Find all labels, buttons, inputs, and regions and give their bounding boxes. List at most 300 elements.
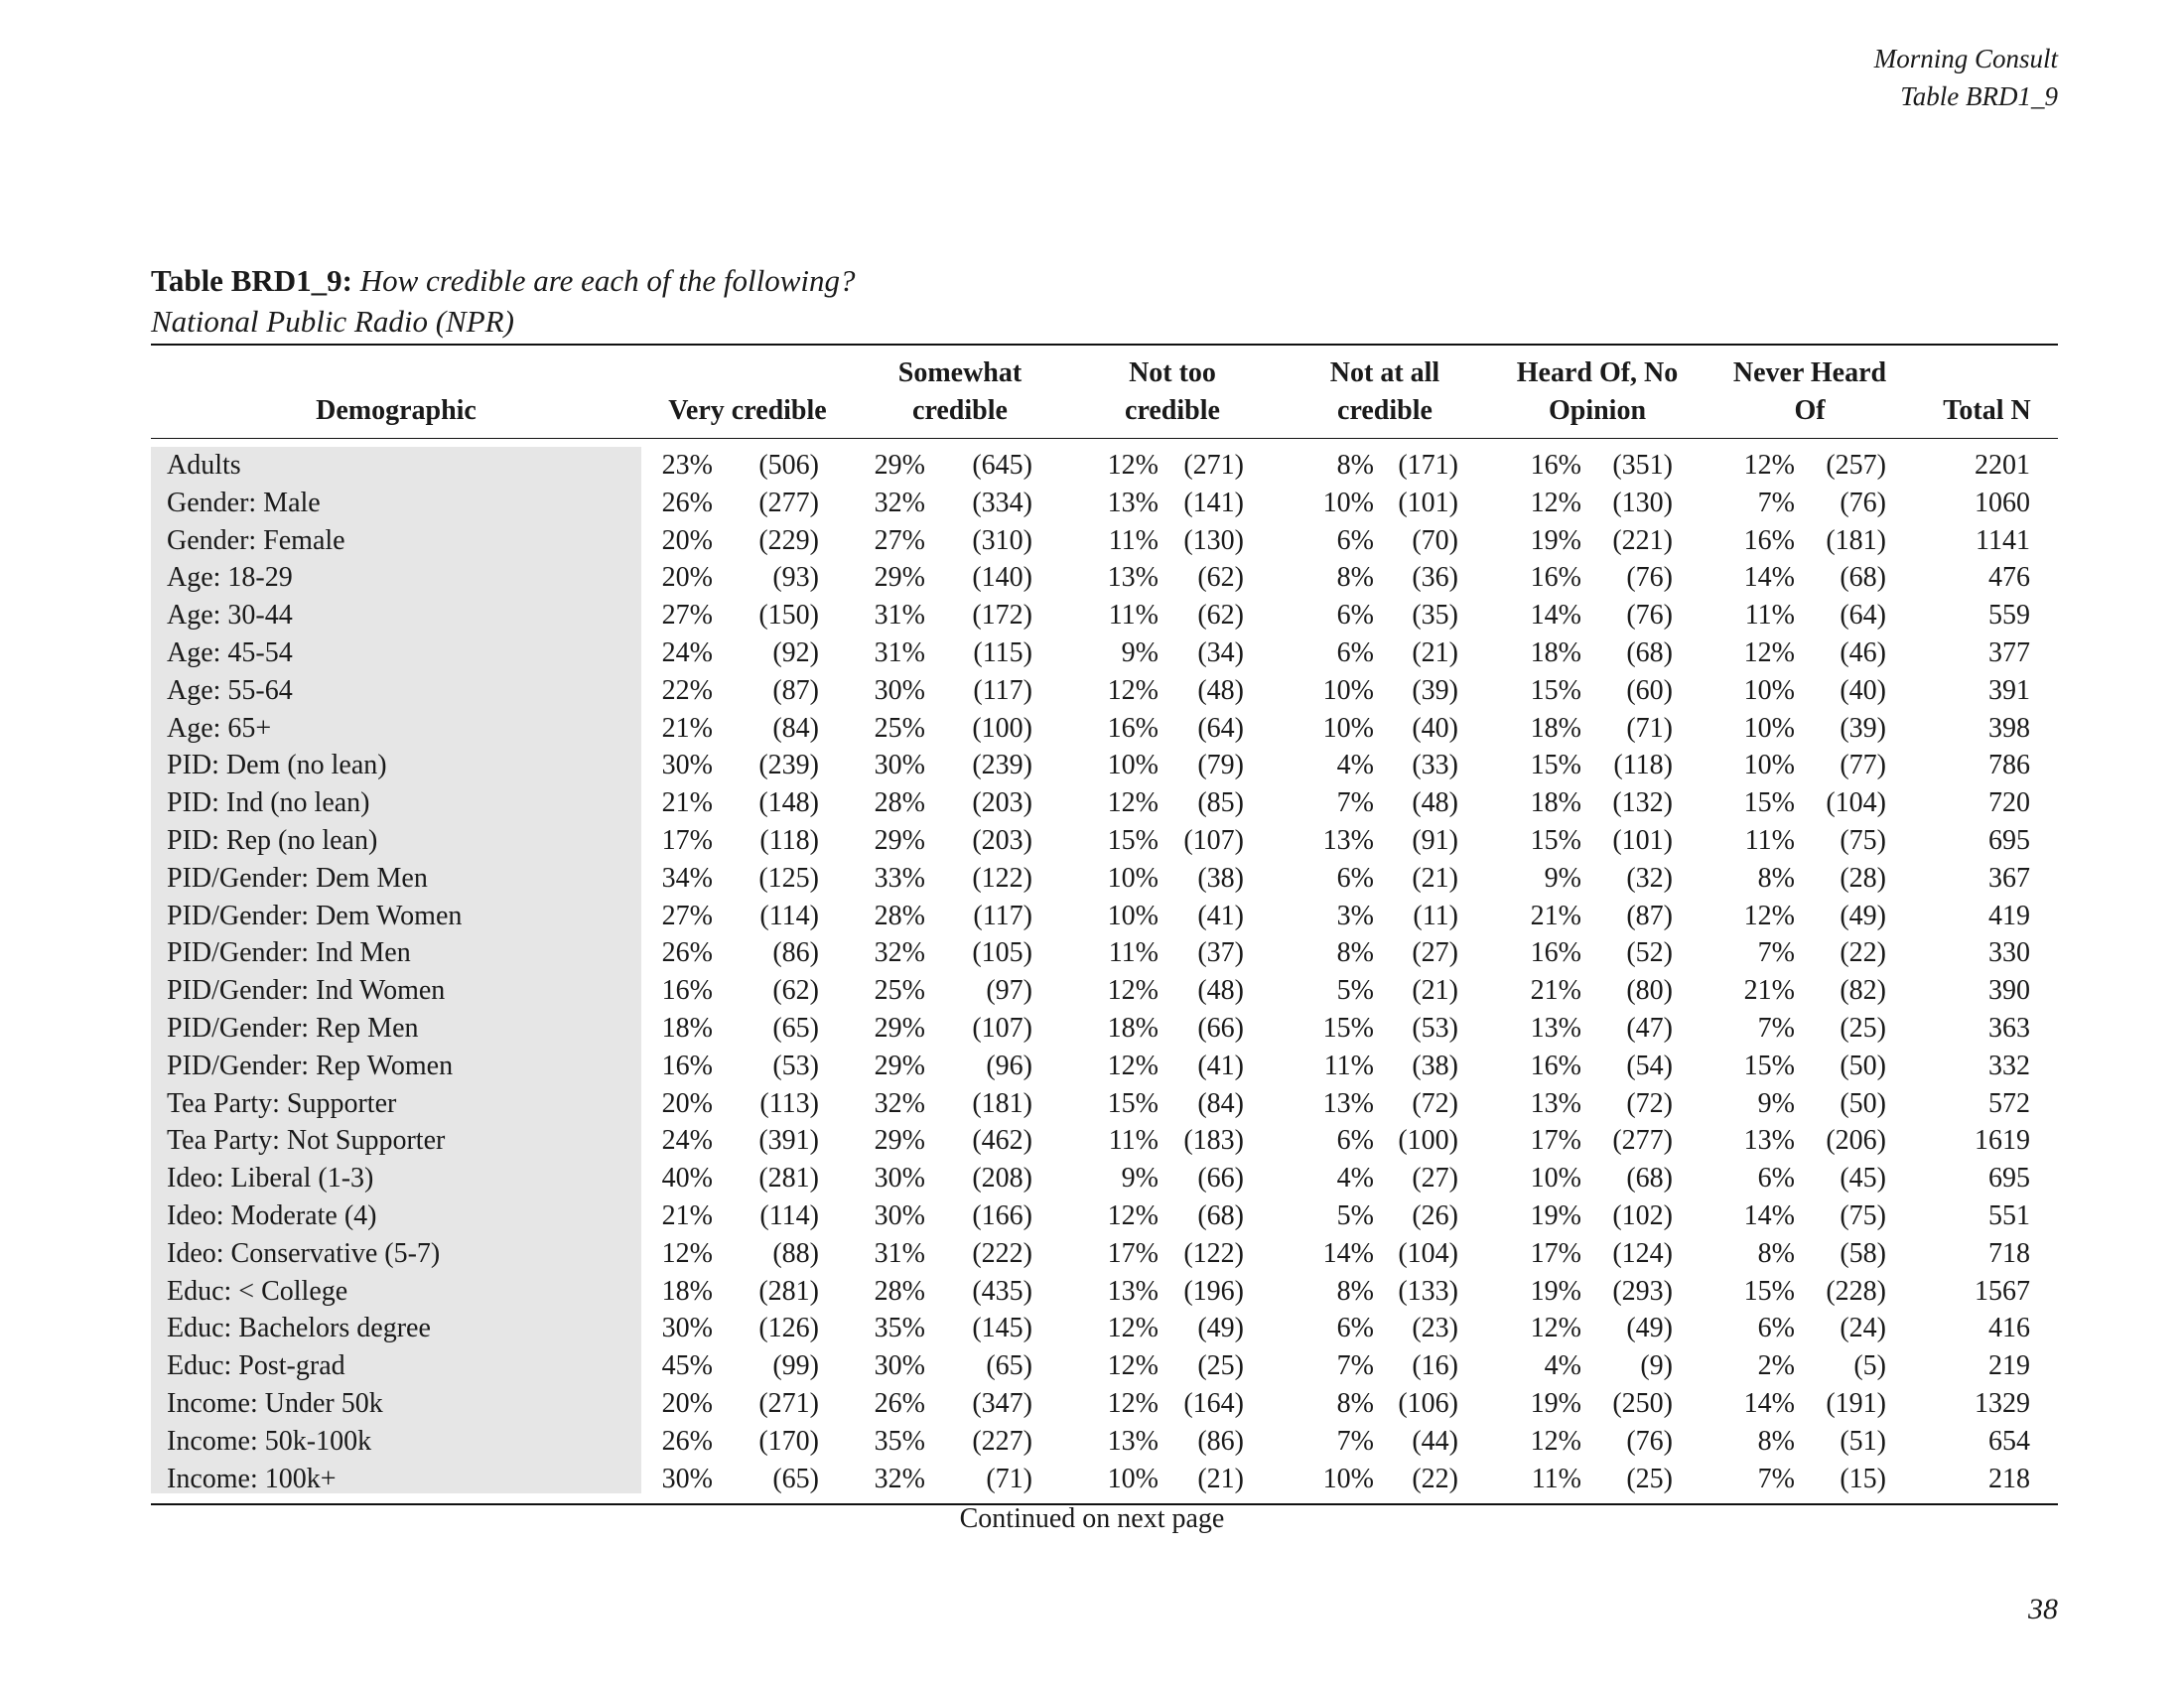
somewhat-credible-percent: 30%	[874, 1163, 925, 1195]
table-row	[151, 860, 2058, 898]
not-too-credible-percent: 9%	[1121, 1163, 1159, 1195]
not-too-credible-count: (85)	[1197, 787, 1244, 819]
very-credible-count: (506)	[758, 450, 819, 481]
not-at-all-credible-percent: 8%	[1336, 1387, 1374, 1419]
not-too-credible-count: (25)	[1197, 1350, 1244, 1382]
row-label: Age: 55-64	[167, 674, 293, 706]
heard-of-no-opinion-percent: 12%	[1530, 1425, 1581, 1457]
somewhat-credible-percent: 27%	[874, 524, 925, 556]
somewhat-credible-count: (645)	[972, 450, 1032, 481]
heard-of-no-opinion-percent: 16%	[1530, 1050, 1581, 1081]
very-credible-count: (53)	[772, 1050, 819, 1081]
never-heard-of-percent: 14%	[1743, 1387, 1795, 1419]
row-label: PID/Gender: Ind Men	[167, 937, 411, 969]
heard-of-no-opinion-count: (25)	[1626, 1463, 1673, 1494]
not-too-credible-count: (86)	[1197, 1425, 1244, 1457]
somewhat-credible-percent: 32%	[874, 487, 925, 518]
total-n-value: 720	[1988, 787, 2030, 819]
heard-of-no-opinion-count: (250)	[1612, 1387, 1673, 1419]
very-credible-percent: 26%	[661, 1425, 713, 1457]
row-label: Educ: Bachelors degree	[167, 1313, 431, 1344]
total-n-value: 377	[1988, 636, 2030, 668]
very-credible-percent: 30%	[661, 750, 713, 781]
table-row	[151, 934, 2058, 972]
heard-of-no-opinion-count: (72)	[1626, 1087, 1673, 1119]
not-at-all-credible-percent: 7%	[1336, 1425, 1374, 1457]
not-at-all-credible-count: (21)	[1412, 636, 1458, 668]
table-row	[151, 1461, 2058, 1498]
somewhat-credible-percent: 29%	[874, 1125, 925, 1157]
not-at-all-credible-count: (40)	[1412, 712, 1458, 744]
table-row	[151, 522, 2058, 560]
never-heard-of-count: (58)	[1840, 1237, 1886, 1269]
not-too-credible-count: (79)	[1197, 750, 1244, 781]
not-at-all-credible-percent: 6%	[1336, 524, 1374, 556]
very-credible-count: (391)	[758, 1125, 819, 1157]
heard-of-no-opinion-percent: 15%	[1530, 674, 1581, 706]
very-credible-percent: 16%	[661, 975, 713, 1007]
very-credible-percent: 22%	[661, 674, 713, 706]
total-n-value: 363	[1988, 1012, 2030, 1044]
not-at-all-credible-percent: 4%	[1336, 750, 1374, 781]
row-label: Ideo: Liberal (1-3)	[167, 1163, 374, 1195]
not-at-all-credible-percent: 8%	[1336, 937, 1374, 969]
very-credible-percent: 21%	[661, 787, 713, 819]
somewhat-credible-count: (117)	[973, 674, 1032, 706]
very-credible-count: (229)	[758, 524, 819, 556]
very-credible-percent: 20%	[661, 1087, 713, 1119]
heard-of-no-opinion-percent: 18%	[1530, 787, 1581, 819]
table-row	[151, 1273, 2058, 1311]
table-row	[151, 1122, 2058, 1160]
somewhat-credible-percent: 32%	[874, 1087, 925, 1119]
total-n-value: 367	[1988, 862, 2030, 894]
never-heard-of-percent: 10%	[1743, 712, 1795, 744]
heard-of-no-opinion-count: (221)	[1612, 524, 1673, 556]
somewhat-credible-percent: 29%	[874, 824, 925, 856]
not-too-credible-percent: 13%	[1107, 1425, 1159, 1457]
never-heard-of-percent: 15%	[1743, 787, 1795, 819]
never-heard-of-percent: 13%	[1743, 1125, 1795, 1157]
row-label: Age: 30-44	[167, 600, 293, 632]
not-too-credible-percent: 9%	[1121, 636, 1159, 668]
heard-of-no-opinion-count: (102)	[1612, 1199, 1673, 1231]
col-total-n: Total N	[1943, 395, 2031, 426]
somewhat-credible-percent: 28%	[874, 900, 925, 931]
not-too-credible-percent: 16%	[1107, 712, 1159, 744]
somewhat-credible-percent: 32%	[874, 1463, 925, 1494]
not-at-all-credible-count: (21)	[1412, 862, 1458, 894]
never-heard-of-count: (104)	[1826, 787, 1886, 819]
never-heard-of-count: (257)	[1826, 450, 1886, 481]
very-credible-count: (125)	[758, 862, 819, 894]
table-header	[151, 346, 2058, 438]
row-label: Adults	[167, 450, 241, 481]
table-row	[151, 1010, 2058, 1048]
not-too-credible-count: (107)	[1183, 824, 1244, 856]
not-too-credible-count: (130)	[1183, 524, 1244, 556]
total-n-value: 718	[1988, 1237, 2030, 1269]
total-n-value: 786	[1988, 750, 2030, 781]
heard-of-no-opinion-count: (54)	[1626, 1050, 1673, 1081]
not-at-all-credible-percent: 7%	[1336, 787, 1374, 819]
heard-of-no-opinion-count: (52)	[1626, 937, 1673, 969]
somewhat-credible-count: (347)	[972, 1387, 1032, 1419]
not-at-all-credible-percent: 8%	[1336, 1275, 1374, 1307]
very-credible-count: (99)	[772, 1350, 819, 1382]
not-too-credible-percent: 10%	[1107, 862, 1159, 894]
somewhat-credible-count: (96)	[986, 1050, 1032, 1081]
not-at-all-credible-count: (26)	[1412, 1199, 1458, 1231]
very-credible-count: (281)	[758, 1163, 819, 1195]
not-too-credible-count: (21)	[1197, 1463, 1244, 1494]
somewhat-credible-count: (435)	[972, 1275, 1032, 1307]
not-at-all-credible-count: (104)	[1398, 1237, 1458, 1269]
somewhat-credible-count: (107)	[972, 1012, 1032, 1044]
somewhat-credible-percent: 32%	[874, 937, 925, 969]
somewhat-credible-count: (172)	[972, 600, 1032, 632]
never-heard-of-count: (39)	[1840, 712, 1886, 744]
very-credible-percent: 17%	[661, 824, 713, 856]
very-credible-count: (93)	[772, 562, 819, 594]
row-label: PID: Ind (no lean)	[167, 787, 370, 819]
heard-of-no-opinion-count: (293)	[1612, 1275, 1673, 1307]
row-label: PID/Gender: Ind Women	[167, 975, 446, 1007]
never-heard-of-percent: 10%	[1743, 750, 1795, 781]
heard-of-no-opinion-percent: 12%	[1530, 487, 1581, 518]
never-heard-of-percent: 7%	[1757, 1012, 1795, 1044]
never-heard-of-count: (82)	[1840, 975, 1886, 1007]
heard-of-no-opinion-percent: 16%	[1530, 562, 1581, 594]
table-title	[151, 260, 856, 342]
not-too-credible-percent: 11%	[1108, 1125, 1159, 1157]
heard-of-no-opinion-percent: 14%	[1530, 600, 1581, 632]
total-n-value: 419	[1988, 900, 2030, 931]
total-n-value: 551	[1988, 1199, 2030, 1231]
somewhat-credible-count: (105)	[972, 937, 1032, 969]
never-heard-of-count: (45)	[1840, 1163, 1886, 1195]
total-n-value: 330	[1988, 937, 2030, 969]
somewhat-credible-percent: 29%	[874, 450, 925, 481]
somewhat-credible-count: (310)	[972, 524, 1032, 556]
never-heard-of-count: (206)	[1826, 1125, 1886, 1157]
not-too-credible-count: (183)	[1183, 1125, 1244, 1157]
not-at-all-credible-count: (38)	[1412, 1050, 1458, 1081]
col-demographic: Demographic	[316, 395, 477, 426]
somewhat-credible-percent: 35%	[874, 1425, 925, 1457]
heard-of-no-opinion-percent: 17%	[1530, 1237, 1581, 1269]
heard-of-no-opinion-count: (80)	[1626, 975, 1673, 1007]
very-credible-count: (148)	[758, 787, 819, 819]
table-row	[151, 972, 2058, 1010]
very-credible-count: (277)	[758, 487, 819, 518]
not-too-credible-count: (141)	[1183, 487, 1244, 518]
crosstab-table	[151, 344, 2058, 1505]
not-too-credible-percent: 15%	[1107, 1087, 1159, 1119]
table-row	[151, 710, 2058, 748]
not-too-credible-count: (48)	[1197, 674, 1244, 706]
never-heard-of-count: (25)	[1840, 1012, 1886, 1044]
somewhat-credible-percent: 33%	[874, 862, 925, 894]
very-credible-count: (65)	[772, 1463, 819, 1494]
never-heard-of-count: (24)	[1840, 1313, 1886, 1344]
running-header	[1874, 40, 2058, 115]
somewhat-credible-count: (203)	[972, 787, 1032, 819]
total-n-value: 2201	[1975, 450, 2030, 481]
not-too-credible-count: (196)	[1183, 1275, 1244, 1307]
somewhat-credible-count: (166)	[972, 1199, 1032, 1231]
never-heard-of-percent: 9%	[1757, 1087, 1795, 1119]
heard-of-no-opinion-percent: 4%	[1544, 1350, 1581, 1382]
not-at-all-credible-count: (53)	[1412, 1012, 1458, 1044]
never-heard-of-percent: 8%	[1757, 1425, 1795, 1457]
not-too-credible-count: (271)	[1183, 450, 1244, 481]
heard-of-no-opinion-percent: 17%	[1530, 1125, 1581, 1157]
heard-of-no-opinion-percent: 16%	[1530, 450, 1581, 481]
not-at-all-credible-percent: 11%	[1323, 1050, 1374, 1081]
not-at-all-credible-count: (23)	[1412, 1313, 1458, 1344]
table-row	[151, 1310, 2058, 1347]
not-at-all-credible-percent: 10%	[1322, 487, 1374, 518]
never-heard-of-percent: 10%	[1743, 674, 1795, 706]
total-n-value: 391	[1988, 674, 2030, 706]
somewhat-credible-percent: 30%	[874, 750, 925, 781]
row-label: Age: 65+	[167, 712, 272, 744]
not-at-all-credible-percent: 13%	[1322, 1087, 1374, 1119]
row-label: Age: 45-54	[167, 636, 293, 668]
not-at-all-credible-percent: 5%	[1336, 975, 1374, 1007]
never-heard-of-percent: 12%	[1743, 450, 1795, 481]
never-heard-of-count: (68)	[1840, 562, 1886, 594]
never-heard-of-percent: 12%	[1743, 636, 1795, 668]
col-not-at-all-credible: Not at all credible	[1329, 357, 1440, 426]
not-at-all-credible-count: (91)	[1412, 824, 1458, 856]
not-at-all-credible-percent: 6%	[1336, 1125, 1374, 1157]
heard-of-no-opinion-percent: 21%	[1530, 900, 1581, 931]
col-somewhat-credible: Somewhat credible	[897, 357, 1023, 426]
not-too-credible-percent: 15%	[1107, 824, 1159, 856]
page-number: 38	[2028, 1593, 2058, 1625]
never-heard-of-count: (49)	[1840, 900, 1886, 931]
very-credible-count: (65)	[772, 1012, 819, 1044]
heard-of-no-opinion-percent: 12%	[1530, 1313, 1581, 1344]
not-at-all-credible-count: (27)	[1412, 937, 1458, 969]
somewhat-credible-count: (117)	[973, 900, 1032, 931]
not-too-credible-count: (41)	[1197, 900, 1244, 931]
never-heard-of-percent: 21%	[1743, 975, 1795, 1007]
not-too-credible-percent: 12%	[1107, 975, 1159, 1007]
not-too-credible-count: (48)	[1197, 975, 1244, 1007]
not-at-all-credible-count: (22)	[1412, 1463, 1458, 1494]
never-heard-of-percent: 14%	[1743, 562, 1795, 594]
table-row	[151, 1423, 2058, 1461]
never-heard-of-percent: 15%	[1743, 1050, 1795, 1081]
somewhat-credible-count: (239)	[972, 750, 1032, 781]
table-row	[151, 822, 2058, 860]
table-body	[151, 439, 2058, 1503]
continued-note: Continued on next page	[959, 1503, 1225, 1534]
not-too-credible-percent: 13%	[1107, 562, 1159, 594]
not-at-all-credible-percent: 10%	[1322, 674, 1374, 706]
never-heard-of-count: (191)	[1826, 1387, 1886, 1419]
somewhat-credible-percent: 31%	[874, 600, 925, 632]
never-heard-of-count: (28)	[1840, 862, 1886, 894]
very-credible-percent: 23%	[661, 450, 713, 481]
not-too-credible-percent: 12%	[1107, 450, 1159, 481]
very-credible-count: (92)	[772, 636, 819, 668]
row-label: Tea Party: Supporter	[167, 1087, 397, 1119]
very-credible-percent: 16%	[661, 1050, 713, 1081]
heard-of-no-opinion-count: (32)	[1626, 862, 1673, 894]
somewhat-credible-count: (462)	[972, 1125, 1032, 1157]
total-n-value: 218	[1988, 1463, 2030, 1494]
never-heard-of-percent: 16%	[1743, 524, 1795, 556]
row-label: Gender: Male	[167, 487, 321, 518]
not-too-credible-count: (38)	[1197, 862, 1244, 894]
not-at-all-credible-percent: 6%	[1336, 1313, 1374, 1344]
not-at-all-credible-percent: 8%	[1336, 450, 1374, 481]
very-credible-percent: 21%	[661, 712, 713, 744]
heard-of-no-opinion-percent: 11%	[1531, 1463, 1581, 1494]
total-n-value: 695	[1988, 1163, 2030, 1195]
somewhat-credible-count: (145)	[972, 1313, 1032, 1344]
very-credible-count: (86)	[772, 937, 819, 969]
table-row	[151, 1385, 2058, 1423]
heard-of-no-opinion-percent: 16%	[1530, 937, 1581, 969]
very-credible-count: (87)	[772, 674, 819, 706]
total-n-value: 332	[1988, 1050, 2030, 1081]
never-heard-of-percent: 7%	[1757, 487, 1795, 518]
table-row	[151, 898, 2058, 935]
very-credible-count: (271)	[758, 1387, 819, 1419]
never-heard-of-percent: 8%	[1757, 862, 1795, 894]
somewhat-credible-count: (100)	[972, 712, 1032, 744]
not-at-all-credible-count: (100)	[1398, 1125, 1458, 1157]
heard-of-no-opinion-count: (118)	[1613, 750, 1673, 781]
heard-of-no-opinion-count: (76)	[1626, 600, 1673, 632]
row-label: Educ: Post-grad	[167, 1350, 345, 1382]
row-label: Income: 100k+	[167, 1463, 337, 1494]
somewhat-credible-percent: 25%	[874, 712, 925, 744]
not-at-all-credible-count: (33)	[1412, 750, 1458, 781]
not-at-all-credible-percent: 6%	[1336, 636, 1374, 668]
col-never-heard-of: Never Heard Of	[1732, 357, 1887, 426]
not-at-all-credible-count: (48)	[1412, 787, 1458, 819]
row-label: PID: Rep (no lean)	[167, 824, 378, 856]
not-at-all-credible-count: (72)	[1412, 1087, 1458, 1119]
not-at-all-credible-count: (70)	[1412, 524, 1458, 556]
somewhat-credible-percent: 31%	[874, 1237, 925, 1269]
very-credible-count: (62)	[772, 975, 819, 1007]
row-label: PID: Dem (no lean)	[167, 750, 387, 781]
not-at-all-credible-percent: 5%	[1336, 1199, 1374, 1231]
row-label: PID/Gender: Rep Men	[167, 1012, 419, 1044]
heard-of-no-opinion-percent: 21%	[1530, 975, 1581, 1007]
very-credible-percent: 24%	[661, 1125, 713, 1157]
table-row	[151, 1347, 2058, 1385]
very-credible-percent: 30%	[661, 1313, 713, 1344]
not-too-credible-percent: 12%	[1107, 674, 1159, 706]
heard-of-no-opinion-count: (60)	[1626, 674, 1673, 706]
not-too-credible-percent: 13%	[1107, 1275, 1159, 1307]
heard-of-no-opinion-count: (277)	[1612, 1125, 1673, 1157]
heard-of-no-opinion-count: (130)	[1612, 487, 1673, 518]
not-at-all-credible-percent: 10%	[1322, 1463, 1374, 1494]
somewhat-credible-percent: 30%	[874, 674, 925, 706]
very-credible-percent: 18%	[661, 1012, 713, 1044]
very-credible-count: (281)	[758, 1275, 819, 1307]
somewhat-credible-count: (140)	[972, 562, 1032, 594]
heard-of-no-opinion-count: (101)	[1612, 824, 1673, 856]
not-too-credible-percent: 12%	[1107, 1350, 1159, 1382]
heard-of-no-opinion-percent: 19%	[1530, 524, 1581, 556]
very-credible-percent: 27%	[661, 900, 713, 931]
heard-of-no-opinion-count: (9)	[1640, 1350, 1673, 1382]
table-row	[151, 1197, 2058, 1235]
total-n-value: 1567	[1975, 1275, 2030, 1307]
row-label: Tea Party: Not Supporter	[167, 1125, 446, 1157]
somewhat-credible-percent: 29%	[874, 562, 925, 594]
not-too-credible-count: (66)	[1197, 1163, 1244, 1195]
heard-of-no-opinion-count: (71)	[1626, 712, 1673, 744]
not-too-credible-count: (34)	[1197, 636, 1244, 668]
very-credible-count: (113)	[759, 1087, 819, 1119]
never-heard-of-count: (46)	[1840, 636, 1886, 668]
not-too-credible-percent: 12%	[1107, 1050, 1159, 1081]
not-too-credible-count: (68)	[1197, 1199, 1244, 1231]
not-too-credible-count: (164)	[1183, 1387, 1244, 1419]
row-label: Ideo: Moderate (4)	[167, 1199, 377, 1231]
heard-of-no-opinion-count: (76)	[1626, 1425, 1673, 1457]
very-credible-percent: 27%	[661, 600, 713, 632]
never-heard-of-percent: 8%	[1757, 1237, 1795, 1269]
table-row	[151, 672, 2058, 710]
not-at-all-credible-count: (21)	[1412, 975, 1458, 1007]
heard-of-no-opinion-count: (132)	[1612, 787, 1673, 819]
not-too-credible-percent: 13%	[1107, 487, 1159, 518]
table-subject: National Public Radio (NPR)	[151, 304, 514, 339]
row-label: Ideo: Conservative (5-7)	[167, 1237, 441, 1269]
not-at-all-credible-count: (35)	[1412, 600, 1458, 632]
not-at-all-credible-percent: 6%	[1336, 862, 1374, 894]
not-at-all-credible-percent: 15%	[1322, 1012, 1374, 1044]
not-too-credible-percent: 12%	[1107, 1199, 1159, 1231]
not-at-all-credible-percent: 4%	[1336, 1163, 1374, 1195]
very-credible-percent: 40%	[661, 1163, 713, 1195]
row-label: Income: Under 50k	[167, 1387, 383, 1419]
table-row	[151, 634, 2058, 672]
total-n-value: 476	[1988, 562, 2030, 594]
heard-of-no-opinion-percent: 13%	[1530, 1087, 1581, 1119]
not-too-credible-percent: 11%	[1108, 937, 1159, 969]
total-n-value: 654	[1988, 1425, 2030, 1457]
table-row	[151, 784, 2058, 822]
somewhat-credible-count: (71)	[986, 1463, 1032, 1494]
heard-of-no-opinion-percent: 18%	[1530, 636, 1581, 668]
very-credible-percent: 12%	[661, 1237, 713, 1269]
not-too-credible-percent: 10%	[1107, 750, 1159, 781]
not-at-all-credible-count: (11)	[1413, 900, 1458, 931]
very-credible-count: (114)	[759, 1199, 819, 1231]
very-credible-percent: 24%	[661, 636, 713, 668]
not-at-all-credible-percent: 6%	[1336, 600, 1374, 632]
very-credible-percent: 26%	[661, 487, 713, 518]
very-credible-count: (150)	[758, 600, 819, 632]
not-too-credible-count: (41)	[1197, 1050, 1244, 1081]
col-not-too-credible: Not too credible	[1125, 357, 1220, 426]
col-heard-of-no-opinion: Heard Of, No Opinion	[1516, 357, 1679, 426]
never-heard-of-percent: 6%	[1757, 1313, 1795, 1344]
